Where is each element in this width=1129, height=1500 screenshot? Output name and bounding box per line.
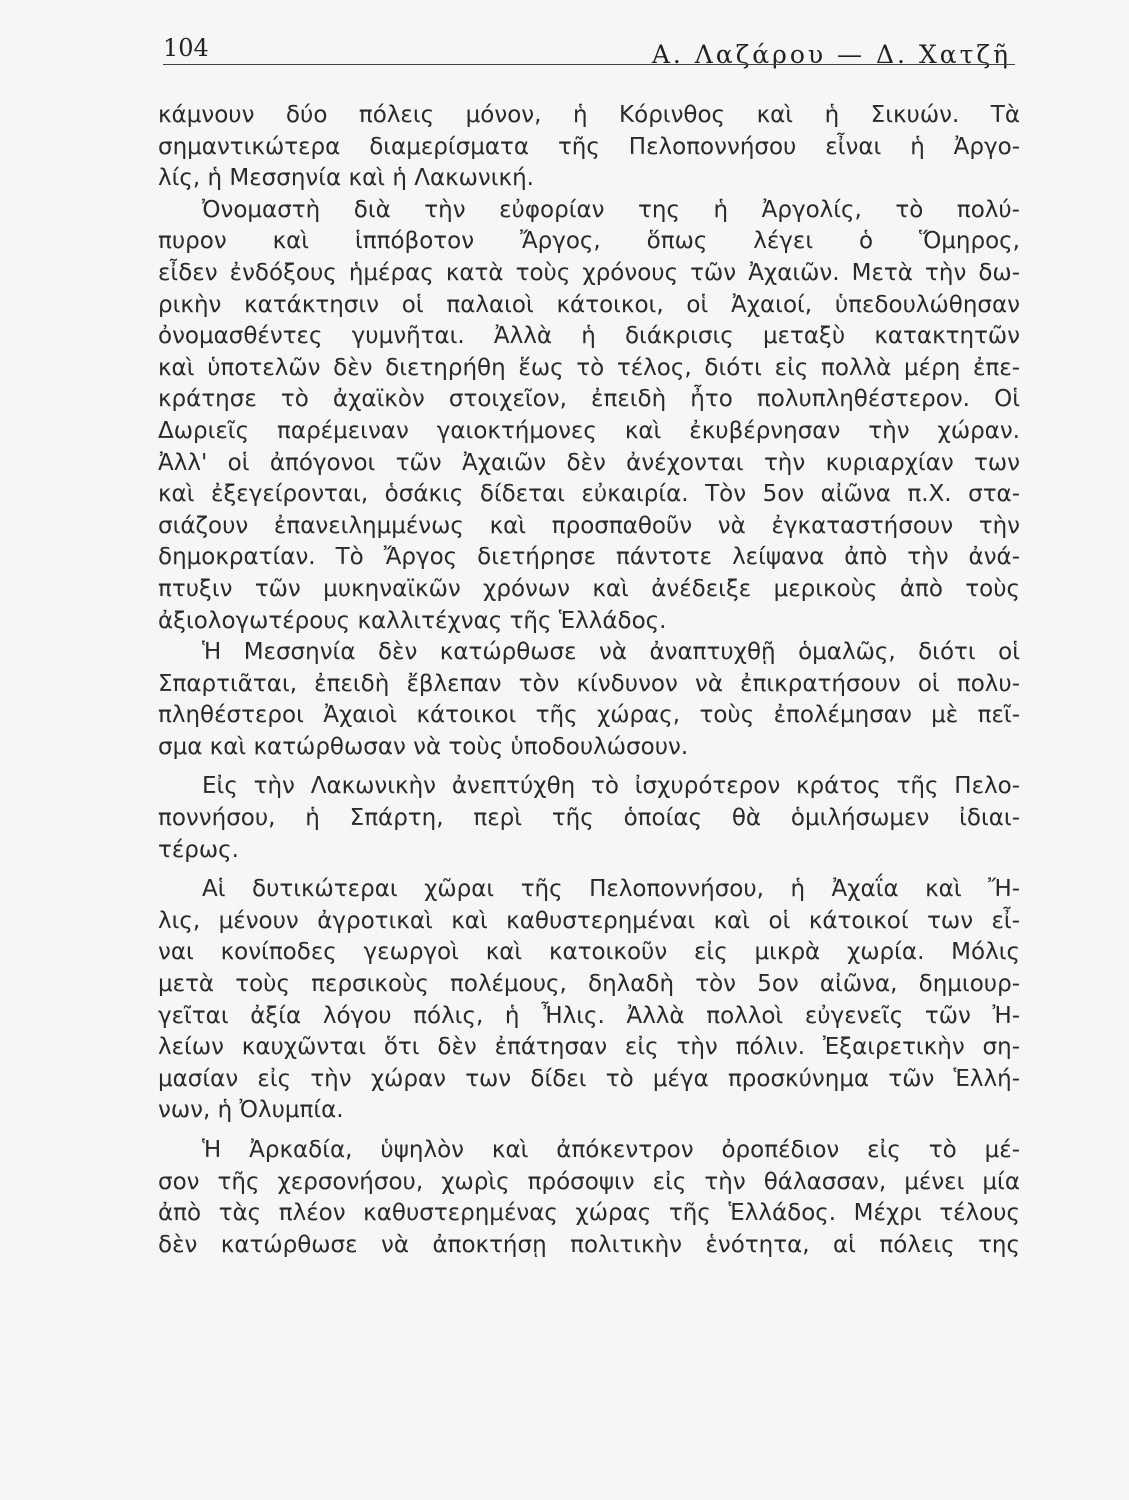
- header-rule: [163, 64, 1015, 65]
- text-line: κράτησε τὸ ἀχαϊκὸν στοιχεῖον, ἐπειδὴ ἦτο πολυπληθέστερον. Οἱ: [158, 386, 1020, 413]
- text-line: Αἱ δυτικώτεραι χῶραι τῆς Πελοποννήσου, ἡ Ἀχαΐα καὶ Ἤ-: [202, 876, 1020, 903]
- text-line: Δωριεῖς παρέμειναν γαιοκτήμονες καὶ ἐκυβέρνησαν τὴν χώραν.: [158, 417, 1020, 444]
- paragraph-gap: [158, 866, 1020, 874]
- text-line: ὀνομασθέντες γυμνῆται. Ἀλλὰ ἡ διάκρισις μεταξὺ κατακτητῶν: [158, 323, 1020, 350]
- text-line: μασίαν εἰς τὴν χώραν των δίδει τὸ μέγα προσκύνημα τῶν Ἑλλή-: [158, 1065, 1020, 1092]
- paragraph-4: [158, 771, 1020, 866]
- text-line: καὶ ἐξεγείρονται, ὁσάκις δίδεται εὐκαιρία. Τὸν 5ον αἰῶνα π.Χ. στα-: [158, 481, 1020, 508]
- text-line: σον τῆς χερσονήσου, χωρὶς πρόσοψιν εἰς τὴν θάλασσαν, μένει μία: [158, 1168, 1020, 1195]
- text-line: ρικὴν κατάκτησιν οἱ παλαιοὶ κάτοικοι, οἱ Ἀχαιοί, ὑπεδουλώθησαν: [158, 291, 1020, 318]
- paragraph-2: [158, 195, 1020, 637]
- text-line: δὲν κατώρθωσε νὰ ἀποκτήσῃ πολιτικὴν ἑνότητα, αἱ πόλεις της: [158, 1231, 1020, 1258]
- text-line: κάμνουν δύο πόλεις μόνον, ἡ Κόρινθος καὶ ἡ Σικυών. Τὰ: [158, 102, 1020, 128]
- text-line: ἀπὸ τὰς πλέον καθυστερημένας χώρας τῆς Ἑλλάδος. Μέχρι τέλους: [158, 1200, 1020, 1227]
- text-line: νων, ἡ Ὀλυμπία.: [158, 1097, 344, 1124]
- text-line: εἶδεν ἐνδόξους ἡμέρας κατὰ τοὺς χρόνους τῶν Ἀχαιῶν. Μετὰ τὴν δω-: [158, 259, 1020, 286]
- text-line: καὶ ὑποτελῶν δὲν διετηρήθη ἕως τὸ τέλος, διότι εἰς πολλὰ μέρη ἐπε-: [158, 354, 1020, 381]
- running-title: Α. Λαζάρου — Δ. Χατζῆ: [651, 40, 1011, 69]
- text-line: Ἡ Μεσσηνία δὲν κατώρθωσε νὰ ἀναπτυχθῇ ὁμαλῶς, διότι οἱ: [202, 639, 1020, 666]
- text-line: σμα καὶ κατώρθωσαν νὰ τοὺς ὑποδουλώσουν.: [158, 733, 689, 760]
- text-line: πτυξιν τῶν μυκηναϊκῶν χρόνων καὶ ἀνέδειξε μερικοὺς ἀπὸ τοὺς: [158, 575, 1020, 602]
- page-header: [163, 32, 1019, 68]
- body-text: [158, 100, 1020, 1261]
- page-number: 104: [163, 34, 209, 62]
- text-line: δημοκρατίαν. Τὸ Ἄργος διετήρησε πάντοτε λείψανα ἀπὸ τὴν ἀνά-: [158, 544, 1020, 571]
- text-line: ναι κονίποδες γεωργοὶ καὶ κατοικοῦν εἰς μικρὰ χωρία. Μόλις: [158, 939, 1020, 966]
- text-line: Ἀλλ' οἱ ἀπόγονοι τῶν Ἀχαιῶν δὲν ἀνέχονται τὴν κυριαρχίαν των: [158, 449, 1020, 476]
- text-line: γεῖται ἀξία λόγου πόλις, ἡ Ἦλις. Ἀλλὰ πολλοὶ εὐγενεῖς τῶν Ἠ-: [158, 1002, 1020, 1029]
- text-line: Σπαρτιᾶται, ἐπειδὴ ἔβλεπαν τὸν κίνδυνον νὰ ἐπικρατήσουν οἱ πολυ-: [158, 670, 1020, 697]
- text-line: πυρον καὶ ἱππόβοτον Ἄργος, ὅπως λέγει ὁ Ὅμηρος,: [158, 228, 1020, 255]
- paragraph-gap: [158, 763, 1020, 771]
- text-line: λις, μένουν ἀγροτικαὶ καὶ καθυστερημέναι καὶ οἱ κάτοικοί των εἶ-: [158, 907, 1020, 934]
- text-line: Εἰς τὴν Λακωνικὴν ἀνεπτύχθη τὸ ἰσχυρότερον κράτος τῆς Πελο-: [202, 773, 1020, 800]
- text-line: σιάζουν ἐπανειλημμένως καὶ προσπαθοῦν νὰ ἐγκαταστήσουν τὴν: [158, 512, 1020, 539]
- paragraph-gap: [158, 1127, 1020, 1135]
- paragraph-6: [158, 1135, 1020, 1261]
- text-line: ἀξιολογωτέρους καλλιτέχνας τῆς Ἑλλάδος.: [158, 607, 667, 634]
- text-line: πληθέστεροι Ἀχαιοὶ κάτοικοι τῆς χώρας, τοὺς ἐπολέμησαν μὲ πεῖ-: [158, 702, 1020, 729]
- paragraph-3: [158, 637, 1020, 763]
- paragraph-5: [158, 874, 1020, 1127]
- text-line: Ὀνομαστὴ διὰ τὴν εὐφορίαν της ἡ Ἀργολίς, τὸ πολύ-: [202, 196, 1020, 223]
- text-line: σημαντικώτερα διαμερίσματα τῆς Πελοποννήσου εἶναι ἡ Ἀργο-: [158, 133, 1020, 160]
- text-line: μετὰ τοὺς περσικοὺς πολέμους, δηλαδὴ τὸν 5ον αἰῶνα, δημιουρ-: [158, 971, 1020, 998]
- paragraph-1: [158, 100, 1020, 195]
- text-line: λίς, ἡ Μεσσηνία καὶ ἡ Λακωνική.: [158, 165, 534, 192]
- text-line: ποννήσου, ἡ Σπάρτη, περὶ τῆς ὁποίας θὰ ὁμιλήσωμεν ἰδιαι-: [158, 805, 1020, 832]
- text-line: Ἡ Ἀρκαδία, ὑψηλὸν καὶ ἀπόκεντρον ὀροπέδιον εἰς τὸ μέ-: [202, 1137, 1020, 1163]
- text-line: λείων καυχῶνται ὅτι δὲν ἐπάτησαν εἰς τὴν πόλιν. Ἐξαιρετικὴν ση-: [158, 1034, 1020, 1061]
- text-line: τέρως.: [158, 836, 239, 863]
